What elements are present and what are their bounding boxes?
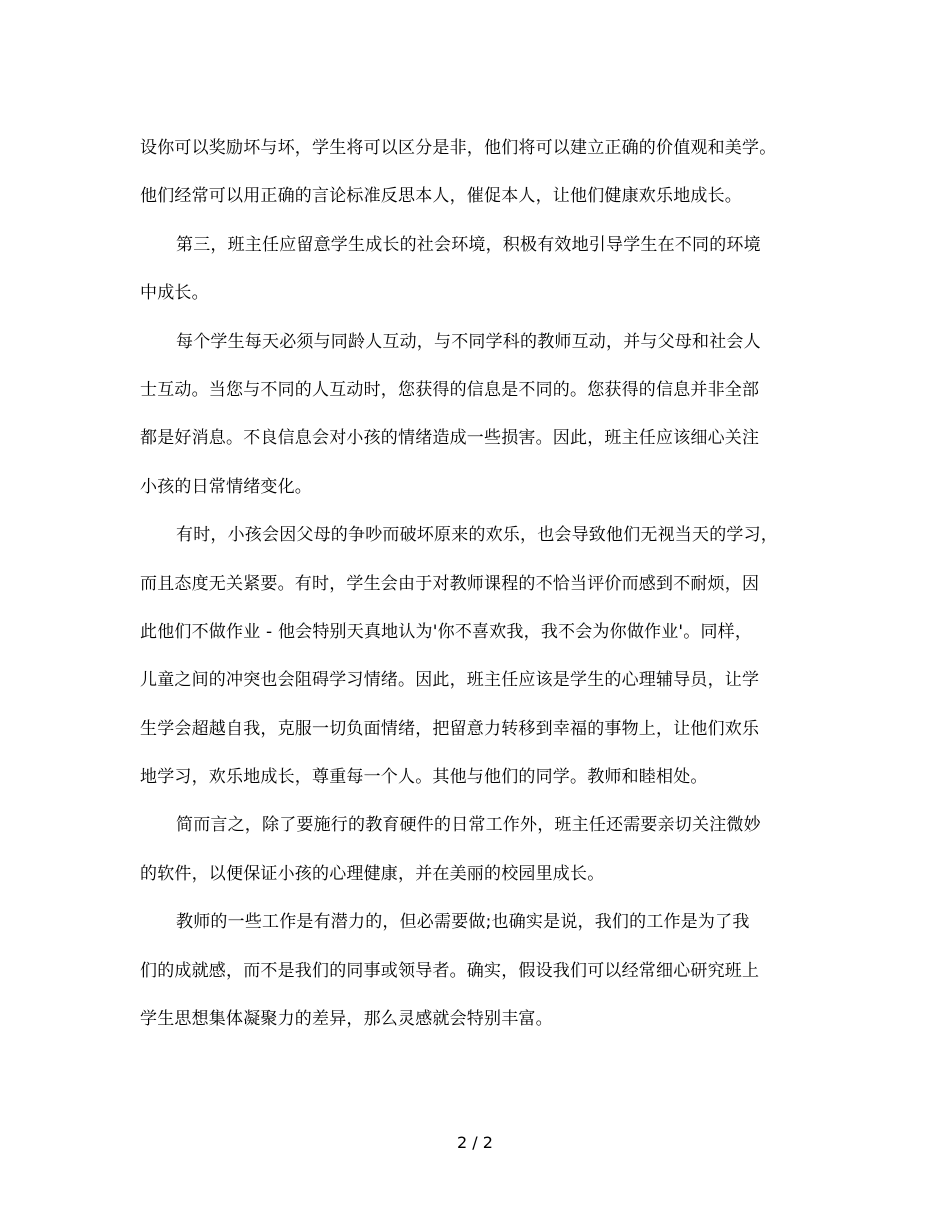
- text-line: 儿童之间的冲突也会阻碍学习情绪。因此，班主任应该是学生的心理辅导员，让学: [140, 670, 760, 691]
- text-line: 士互动。当您与不同的人互动时，您获得的信息是不同的。您获得的信息并非全部: [140, 379, 760, 400]
- text-line: 设你可以奖励坏与坏，学生将可以区分是非，他们将可以建立正确的价值观和美学。: [140, 138, 777, 158]
- text-line: 而且态度无关紧要。有时，学生会由于对教师课程的不恰当评价而感到不耐烦，因: [140, 573, 760, 594]
- text-line: 学生思想集体凝聚力的差异，那么灵感就会特别丰富。: [140, 1009, 553, 1030]
- body-text: [140, 124, 820, 1043]
- text-line: 小孩的日常情绪变化。: [140, 476, 312, 497]
- text-line: 都是好消息。不良信息会对小孩的情绪造成一些损害。因此，班主任应该细心关注: [140, 428, 760, 449]
- text-line: 地学习，欢乐地成长，尊重每一个人。其他与他们的同学。教师和睦相处。: [140, 767, 708, 788]
- paragraph-start-line: 第三，班主任应留意学生成长的社会环境，积极有效地引导学生在不同的环境: [176, 234, 761, 255]
- text-line: 中成长。: [140, 283, 209, 304]
- paragraph-start-line: 有时，小孩会因父母的争吵而破坏原来的欢乐，也会导致他们无视当天的学习，: [176, 525, 778, 546]
- text-line: 的软件，以便保证小孩的心理健康，并在美丽的校园里成长。: [140, 863, 605, 884]
- text-line: 们的成就感，而不是我们的同事或领导者。确实，假设我们可以经常细心研究班上: [140, 960, 760, 981]
- paragraph-start-line: 每个学生每天必须与同龄人互动，与不同学科的教师互动，并与父母和社会人: [176, 331, 761, 352]
- paragraph-start-line: 简而言之，除了要施行的教育硬件的日常工作外，班主任还需要亲切关注微妙: [176, 815, 761, 836]
- paragraph-start-line: 教师的一些工作是有潜力的，但必需要做;也确实是说，我们的工作是为了我: [176, 912, 750, 933]
- text-line: 生学会超越自我，克服一切负面情绪，把留意力转移到幸福的事物上，让他们欢乐: [140, 718, 760, 739]
- text-line: 此他们不做作业 - 他会特别天真地认为'你不喜欢我，我不会为你做作业'。同样，: [140, 621, 753, 642]
- text-line: 他们经常可以用正确的言论标准反思本人，催促本人，让他们健康欢乐地成长。: [140, 186, 742, 207]
- page-number: 2 / 2: [457, 1133, 493, 1152]
